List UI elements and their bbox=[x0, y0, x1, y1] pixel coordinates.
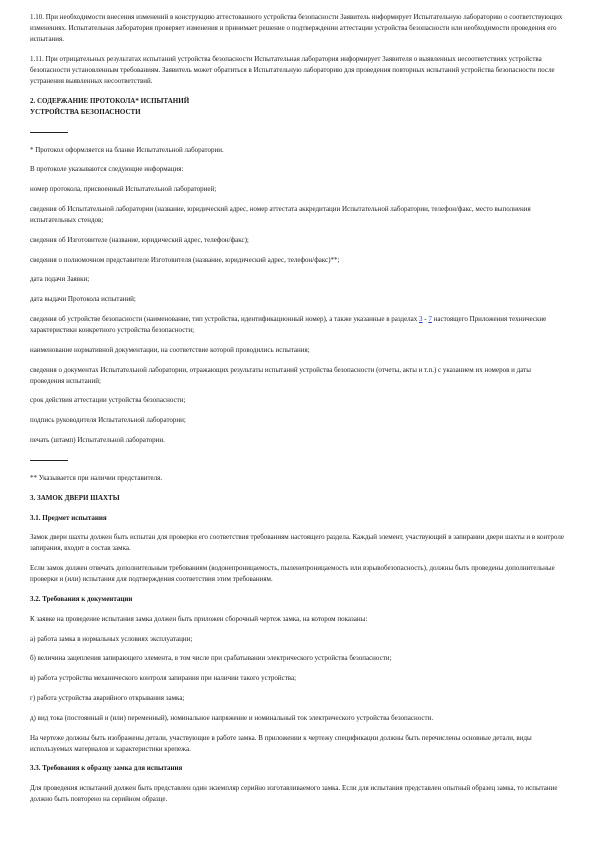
section-3-link[interactable]: 3 bbox=[419, 314, 423, 323]
subsection-3-1-heading: 3.1. Предмет испытания bbox=[30, 513, 107, 522]
item-lab-info: сведения об Испытательной лаборатории (название, юридический адрес, номер аттестата аккредитации Испытательной лаборатории, телефон/факс, место выполнения испытательных стендов; bbox=[30, 204, 531, 224]
paragraph-3-1-b: Если замок должен отвечать дополнительным требованиям (водонепроницаемость, пыленепроницаемость или взрывобезопасность), должны быть проведены дополнительные проверки и (или) испытания для подтверждения соответствия этим требованиям. bbox=[30, 564, 555, 584]
item-stamp: печать (штамп) Испытательной лаборатории. bbox=[30, 435, 165, 444]
item-validity-period: срок действия аттестации устройства безопасности; bbox=[30, 396, 186, 405]
paragraph-3-2-note: На чертеже должны быть изображены детали, участвующие в работе замка. В приложении к чертежу спецификации должны быть перечислены основные детали, виды используемых материалов и характеристики крепежа. bbox=[30, 733, 532, 753]
item-issue-date: дата выдачи Протокола испытаний; bbox=[30, 295, 136, 304]
item-lab-documents: сведения о документах Испытательной лаборатории, отражающих результаты испытаний устройства безопасности (отчеты, акты и т.п.) с указанием их номеров и даты проведения испытаний; bbox=[30, 365, 531, 385]
subsection-3-3-heading: 3.3. Требования к образцу замка для испытания bbox=[30, 764, 183, 773]
list-item-b: б) величина зацепления запирающего элемента, в том числе при срабатывании электрического устройства безопасности; bbox=[30, 654, 392, 663]
paragraph-1-11: 1.11. При отрицательных результатах испытаний устройства безопасности Испытательная лаборатория информирует Заявителя о выявленных несоответствиях устройства безопасности установленным требованиям. Заявитель может обратиться в Испытательную лабораторию для проведения повторных испытаний устройства безопасности после устранения выявленных несоответствий. bbox=[30, 54, 555, 85]
protocol-intro: В протоколе указываются следующие информация: bbox=[30, 165, 184, 174]
item-manufacturer-info: сведения об Изготовителе (название, юридический адрес, телефон/факс); bbox=[30, 235, 249, 244]
subsection-3-2-heading: 3.2. Требования к документации bbox=[30, 594, 133, 603]
document-page bbox=[30, 12, 565, 814]
item-protocol-number: номер протокола, присвоенный Испытательной лабораторией; bbox=[30, 185, 217, 194]
list-item-a: а) работа замка в нормальных условиях эксплуатации; bbox=[30, 634, 193, 643]
item-device-info bbox=[30, 314, 565, 336]
list-item-v: в) работа устройства механического контроля запирания при наличии такого устройства; bbox=[30, 674, 297, 683]
item-device-text-after: настоящего Приложения технические характеристики конкретного устройства безопасности; bbox=[30, 314, 547, 334]
section-2-heading-line1: 2. СОДЕРЖАНИЕ ПРОТОКОЛА* ИСПЫТАНИЙ bbox=[30, 96, 190, 105]
item-normative-docs: наименование нормативной документации, на соответствие которой проводились испытания; bbox=[30, 345, 310, 354]
section-3-heading: 3. ЗАМОК ДВЕРИ ШАХТЫ bbox=[30, 493, 120, 502]
item-signature: подпись руководителя Испытательной лаборатории; bbox=[30, 416, 186, 425]
item-submission-date: дата подачи Заявки; bbox=[30, 275, 90, 284]
paragraph-3-3: Для проведения испытаний должен быть представлен один экземпляр серийно изготавливаемого замка. Если для испытания представлен опытный образец замка, то испытание должно быть повторено на серийном образце. bbox=[30, 784, 558, 804]
footnote-protocol-blank: * Протокол оформляется на бланке Испытательной лаборатории. bbox=[30, 145, 224, 154]
footnote-divider-2 bbox=[30, 460, 68, 461]
paragraph-3-1-a: Замок двери шахты должен быть испытан для проверки его соответствия требованиям настоящего раздела. Каждый элемент, участвующий в запирании двери шахты и в контроле запирания, входит в состав замка. bbox=[30, 533, 564, 553]
list-item-d: д) вид тока (постоянный и (или) переменный), номинальное напряжение и номинальный ток электрического устройства безопасности. bbox=[30, 713, 434, 722]
item-device-dash: - bbox=[422, 314, 429, 323]
footnote-representative: ** Указывается при наличии представителя. bbox=[30, 473, 163, 482]
list-item-g: г) работа устройства аварийного открывания замка; bbox=[30, 693, 185, 702]
item-device-text-before: сведения об устройстве безопасности (наименование, тип устройства, идентификационный номер), а также указанные в разделах bbox=[30, 314, 420, 323]
section-7-link[interactable]: 7 bbox=[428, 314, 432, 323]
footnote-divider bbox=[30, 132, 68, 133]
paragraph-3-2-intro: К заявке на проведение испытания замка должен быть приложен сборочный чертеж замка, на котором показаны: bbox=[30, 614, 368, 623]
item-representative-info: сведения о полномочном представителе Изготовителя (название, юридический адрес, телефон/факс)**; bbox=[30, 255, 340, 264]
section-2-heading-line2: УСТРОЙСТВА БЕЗОПАСНОСТИ bbox=[30, 107, 141, 116]
paragraph-1-10: 1.10. При необходимости внесения изменений в конструкцию аттестованного устройства безопасности Заявитель информирует Испытательную лабораторию о соответствующих изменениях. Испытательная лаборатория проверяет изменения и принимает решение о подтверждении аттестации устройства безопасности или необходимости проведения его испытания. bbox=[30, 13, 563, 43]
